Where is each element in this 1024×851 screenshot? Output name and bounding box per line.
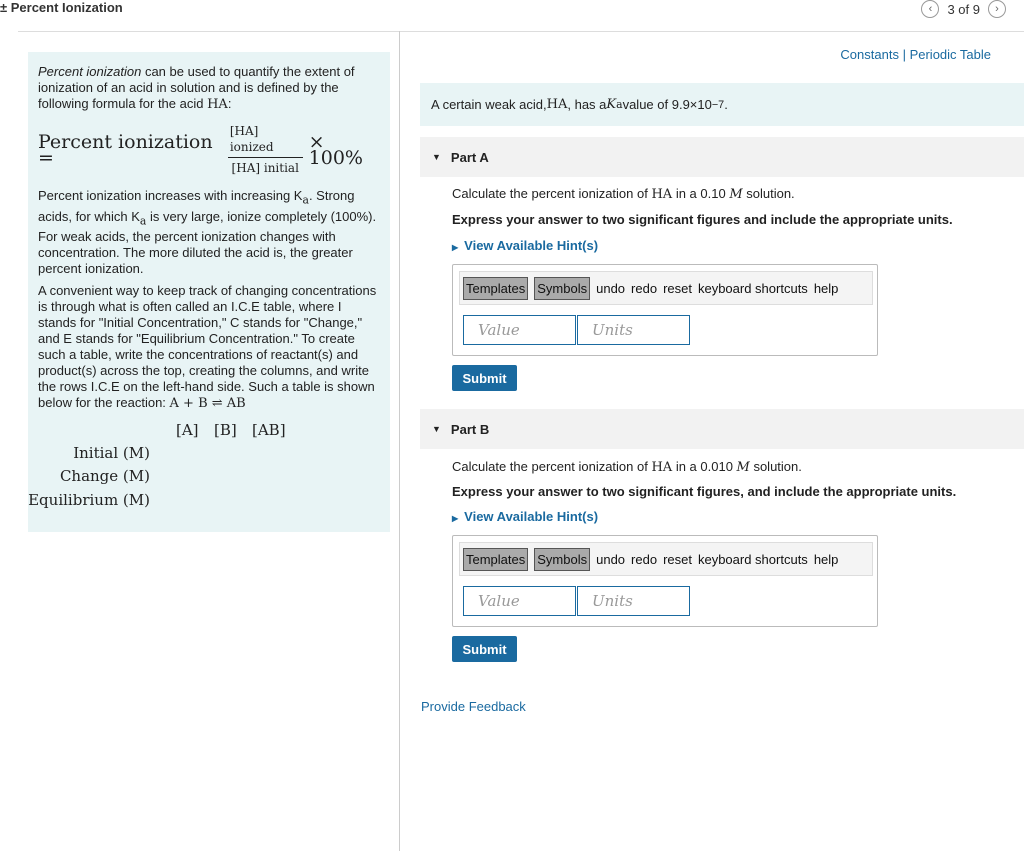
part-b-header[interactable]: ▼ Part B <box>420 409 1024 449</box>
keyboard-shortcuts-button[interactable]: keyboard shortcuts <box>697 280 808 296</box>
pager <box>921 0 1006 18</box>
intro-panel <box>28 52 390 532</box>
units-input[interactable]: Units <box>577 315 690 345</box>
math-toolbar <box>459 271 873 305</box>
reset-button[interactable]: reset <box>663 551 692 567</box>
value-input[interactable]: Value <box>463 315 576 345</box>
ice-header: [A] <box>176 421 199 440</box>
reset-button[interactable]: reset <box>663 280 692 296</box>
part-b-hint-link[interactable]: ▶ View Available Hint(s) <box>452 509 599 524</box>
part-a-answer-box <box>452 264 878 356</box>
part-a-question: Calculate the percent ionization of HA in a 0.10 M solution. <box>452 186 795 202</box>
collapse-caret-icon: ▼ <box>432 152 441 162</box>
keyboard-shortcuts-button[interactable]: keyboard shortcuts <box>697 551 808 567</box>
ice-row-label: Change (M) <box>59 467 150 486</box>
page-title: ± Percent Ionization <box>0 0 123 15</box>
percent-ionization-formula: Percent ionization = $\frac{\text{[HA] ionized}}{\text{[HA] initial}}$ × 100% <box>38 124 363 175</box>
part-b-submit-button[interactable]: Submit <box>452 636 517 662</box>
pager-position: 3 of 9 <box>947 1 980 17</box>
provide-feedback-link[interactable]: Provide Feedback <box>421 699 526 714</box>
part-a-submit-button[interactable]: Submit <box>452 365 517 391</box>
part-b-question: Calculate the percent ionization of HA in a 0.010 M solution. <box>452 459 802 475</box>
units-input[interactable]: Units <box>577 586 690 616</box>
part-a-header[interactable]: ▼ Part A <box>420 137 1024 177</box>
prev-icon[interactable]: ‹ <box>921 0 939 18</box>
ice-header: [B] <box>214 421 237 440</box>
ice-row-label: Equilibrium (M) <box>28 491 150 510</box>
part-b-answer-box <box>452 535 878 627</box>
question-panel <box>400 31 1024 851</box>
ice-table <box>28 418 380 510</box>
part-a-hint-link[interactable]: ▶ View Available Hint(s) <box>452 238 599 253</box>
collapse-caret-icon: ▼ <box>432 424 441 434</box>
given-statement: A certain weak acid, HA , has a K a value of 9.9×10 −7 . <box>420 83 1024 126</box>
intro-paragraph-3: A convenient way to keep track of changing concentrations is through what is often called an I.C.E table, where I stands for "Initial Concentration," C stands for "Change," and E stands for "Equilibrium Concentration." To create such a table, write the concentrations of reactant(s) and product(s) across the top, creating the columns, and write the rows I.C.E on the left-hand side. Such a table is shown below for the reaction: A + B ⇌ AB <box>38 283 377 412</box>
undo-button[interactable]: undo <box>596 280 626 296</box>
templates-button[interactable]: Templates <box>463 277 528 300</box>
part-a-instruction: Express your answer to two significant figures and include the appropriate units. <box>452 212 953 227</box>
symbols-button[interactable]: Symbols <box>534 548 590 571</box>
help-button[interactable]: help <box>813 551 839 567</box>
value-input[interactable]: Value <box>463 586 576 616</box>
ice-row-label: Initial (M) <box>73 444 150 463</box>
redo-button[interactable]: redo <box>631 551 658 567</box>
ice-header: [AB] <box>252 421 286 440</box>
next-icon[interactable]: › <box>988 0 1006 18</box>
math-toolbar <box>459 542 873 576</box>
redo-button[interactable]: redo <box>631 280 658 296</box>
intro-paragraph-2: Percent ionization increases with increasing $K_a$. Strong acids, for which $K_a$ is very large, ionize completely (100%). For weak acids, the percent ionization changes with concentration. The more diluted the acid is, the greater percent ionization. <box>38 188 377 277</box>
expand-triangle-icon: ▶ <box>452 243 459 252</box>
periodic-table-link[interactable]: Periodic Table <box>909 47 991 62</box>
undo-button[interactable]: undo <box>596 551 626 567</box>
symbols-button[interactable]: Symbols <box>534 277 590 300</box>
part-b-instruction: Express your answer to two significant figures, and include the appropriate units. <box>452 484 957 499</box>
constants-link[interactable]: Constants <box>840 47 899 62</box>
expand-triangle-icon: ▶ <box>452 514 459 523</box>
intro-paragraph-1: Percent ionization can be used to quantify the extent of ionization of an acid in solution and is defined by the following formula for the acid HA: <box>38 64 355 112</box>
templates-button[interactable]: Templates <box>463 548 528 571</box>
reference-links: Constants | Periodic Table <box>840 47 991 62</box>
help-button[interactable]: help <box>813 280 839 296</box>
